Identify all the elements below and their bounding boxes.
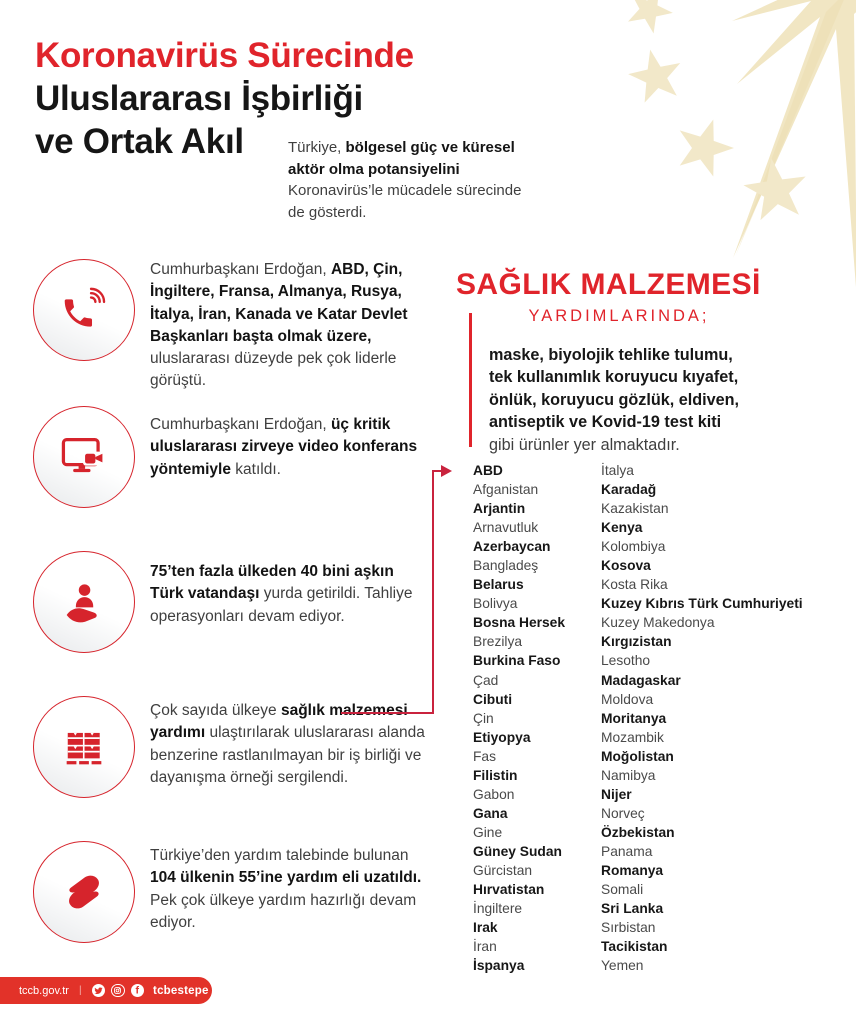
social-handle[interactable]: tcbestepe bbox=[153, 984, 209, 997]
country-item: Kuzey Makedonya bbox=[601, 615, 715, 631]
aid-description-line: maske, biyolojik tehlike tulumu, bbox=[489, 346, 733, 364]
country-item: Kırgızistan bbox=[601, 634, 672, 650]
intro-paragraph bbox=[288, 137, 536, 223]
aid-description bbox=[489, 344, 739, 456]
instagram-icon[interactable] bbox=[111, 984, 125, 998]
aid-description-line: önlük, koruyucu gözlük, eldiven, bbox=[489, 390, 740, 409]
star-icon bbox=[624, 44, 687, 105]
country-item: Panama bbox=[601, 843, 653, 859]
info-item-help-extended bbox=[33, 841, 435, 943]
country-item: Güney Sudan bbox=[473, 843, 562, 859]
country-list-column-2 bbox=[601, 461, 855, 975]
country-item: Gürcistan bbox=[473, 862, 533, 878]
country-item: Filistin bbox=[473, 767, 518, 783]
footer-divider: | bbox=[78, 985, 82, 996]
item-text-bold: sağlık malzemesi yardımı bbox=[150, 702, 408, 742]
country-item: Kazakistan bbox=[601, 501, 669, 517]
item-text-pre: Cumhurbaşkanı Erdoğan, bbox=[150, 416, 331, 433]
item-text bbox=[150, 696, 430, 798]
item-text-post: yurda getirildi. Tahliye operasyonları devam ediyor. bbox=[150, 585, 413, 625]
item-text bbox=[150, 841, 430, 943]
country-item: Hırvatistan bbox=[473, 882, 545, 898]
country-item: Özbekistan bbox=[601, 824, 675, 840]
country-item: Kenya bbox=[601, 520, 643, 536]
country-list-column-1 bbox=[473, 461, 597, 975]
aid-description-last-line: gibi ürünler yer almaktadır. bbox=[489, 435, 680, 454]
country-item: Kosova bbox=[601, 558, 651, 574]
citizen-repatriation-icon bbox=[33, 551, 135, 653]
twitter-icon[interactable] bbox=[92, 984, 106, 998]
country-item: Karadağ bbox=[601, 482, 657, 498]
country-item: Brezilya bbox=[473, 634, 523, 650]
title-line-2: Uluslararası İşbirliği bbox=[35, 79, 363, 118]
country-item: Kosta Rika bbox=[601, 577, 668, 593]
country-item: Kuzey Kıbrıs Türk Cumhuriyeti bbox=[601, 596, 803, 612]
item-text-bold: ABD, Çin, İngiltere, Fransa, Almanya, Rusya, İtalya, İran, Kanada ve Katar Devlet Başkanları başta olmak üzere, bbox=[150, 261, 408, 345]
intro-bold: bölgesel güç ve küresel aktör olma potansiyelini bbox=[288, 139, 515, 178]
item-text-post: Pek çok ülkeye yardım hazırlığı devam ediyor. bbox=[150, 891, 417, 931]
title-line-3: ve Ortak Akıl bbox=[35, 122, 244, 161]
country-item: Moldova bbox=[601, 691, 654, 707]
aid-section-title: SAĞLIK MALZEMESİ bbox=[456, 268, 761, 301]
country-item: Moritanya bbox=[601, 710, 667, 726]
country-item: İngiltere bbox=[473, 901, 523, 917]
footer-banner bbox=[0, 977, 212, 1004]
aid-boxes-icon bbox=[33, 696, 135, 798]
item-text-post: uluslararası düzeyde pek çok liderle görüştü. bbox=[150, 350, 397, 390]
country-item: Bosna Hersek bbox=[473, 615, 566, 631]
item-text bbox=[150, 551, 430, 653]
country-item: Arjantin bbox=[473, 501, 526, 517]
country-item: İran bbox=[473, 939, 497, 955]
item-text-pre: Çok sayıda ülkeye bbox=[150, 702, 281, 719]
country-item: Afganistan bbox=[473, 482, 539, 498]
country-item: Madagaskar bbox=[601, 672, 681, 688]
aid-section-subtitle: YARDIMLARINDA; bbox=[528, 307, 710, 325]
country-item: Mozambik bbox=[601, 729, 664, 745]
video-conference-icon bbox=[33, 406, 135, 508]
country-item: Burkina Faso bbox=[473, 653, 561, 669]
star-icon bbox=[620, 0, 680, 37]
country-item: Romanya bbox=[601, 862, 664, 878]
item-text-bold: 75’ten fazla ülkeden 40 bini aşkın Türk vatandaşı bbox=[150, 563, 394, 603]
aid-description-line: antiseptik ve Kovid-19 test kiti bbox=[489, 413, 722, 432]
country-item: Irak bbox=[473, 920, 498, 936]
country-item: Tacikistan bbox=[601, 939, 668, 955]
phone-icon bbox=[33, 259, 135, 361]
country-item: Somali bbox=[601, 882, 644, 898]
country-item: Azerbaycan bbox=[473, 539, 551, 555]
country-item: Cibuti bbox=[473, 691, 513, 707]
info-item-leaders-calls bbox=[33, 259, 435, 393]
sun-rays bbox=[715, 0, 856, 300]
country-item: Nijer bbox=[601, 786, 632, 802]
country-item: Etiyopya bbox=[473, 729, 531, 745]
country-item: Yemen bbox=[601, 958, 644, 974]
country-item: Namibya bbox=[601, 767, 656, 783]
country-item: Bolivya bbox=[473, 596, 518, 612]
country-item: Fas bbox=[473, 748, 496, 764]
item-text bbox=[150, 259, 430, 393]
aid-description-line: tek kullanımlık koruyucu kıyafet, bbox=[489, 368, 739, 387]
country-item: Sri Lanka bbox=[601, 901, 664, 917]
item-text bbox=[150, 406, 430, 508]
country-item: İtalya bbox=[601, 463, 634, 478]
country-item: Gine bbox=[473, 824, 503, 840]
country-item: Bangladeş bbox=[473, 558, 539, 574]
aid-accent-bar bbox=[469, 313, 472, 447]
item-text-pre: Cumhurbaşkanı Erdoğan, bbox=[150, 261, 331, 278]
info-item-video-summits bbox=[33, 406, 435, 508]
country-item: Kolombiya bbox=[601, 539, 666, 555]
country-item: Moğolistan bbox=[601, 748, 674, 764]
country-item: Çin bbox=[473, 710, 494, 726]
title-line-1: Koronavirüs Sürecinde bbox=[35, 36, 414, 75]
country-item: Norveç bbox=[601, 805, 645, 821]
item-text-bold: üç kritik uluslararası zirveye video konferans yöntemiyle bbox=[150, 416, 418, 478]
facebook-icon[interactable]: f bbox=[131, 984, 145, 998]
arrow-right-icon bbox=[441, 465, 452, 477]
country-item: Arnavutluk bbox=[473, 520, 539, 536]
item-text-pre: Türkiye’den yardım talebinde bulunan bbox=[150, 847, 409, 864]
star-icon bbox=[669, 111, 740, 180]
country-item: ABD bbox=[473, 463, 503, 478]
item-text-bold: 104 ülkenin 55’ine yardım eli uzatıldı. bbox=[150, 869, 422, 887]
info-item-repatriation bbox=[33, 551, 435, 653]
country-item: İspanya bbox=[473, 958, 525, 974]
country-item: Belarus bbox=[473, 577, 524, 593]
item-text-post: ulaştırılarak uluslararası alanda benzerine rastlanılmayan bir iş birliği ve dayanışma örneği sergilendi. bbox=[150, 724, 425, 786]
country-item: Gana bbox=[473, 805, 508, 821]
info-item-medical-aid bbox=[33, 696, 435, 798]
country-item: Sırbistan bbox=[601, 920, 656, 936]
helping-hands-icon bbox=[33, 841, 135, 943]
website-link[interactable]: tccb.gov.tr bbox=[19, 984, 69, 997]
country-item: Lesotho bbox=[601, 653, 651, 669]
intro-post: Koronavirüs’le mücadele sürecinde de gösterdi. bbox=[288, 182, 522, 221]
intro-pre: Türkiye, bbox=[288, 139, 346, 156]
aid-description-bold-lines bbox=[489, 344, 739, 434]
country-item: Çad bbox=[473, 672, 499, 688]
item-text-post: katıldı. bbox=[230, 460, 281, 478]
country-item: Gabon bbox=[473, 786, 515, 802]
